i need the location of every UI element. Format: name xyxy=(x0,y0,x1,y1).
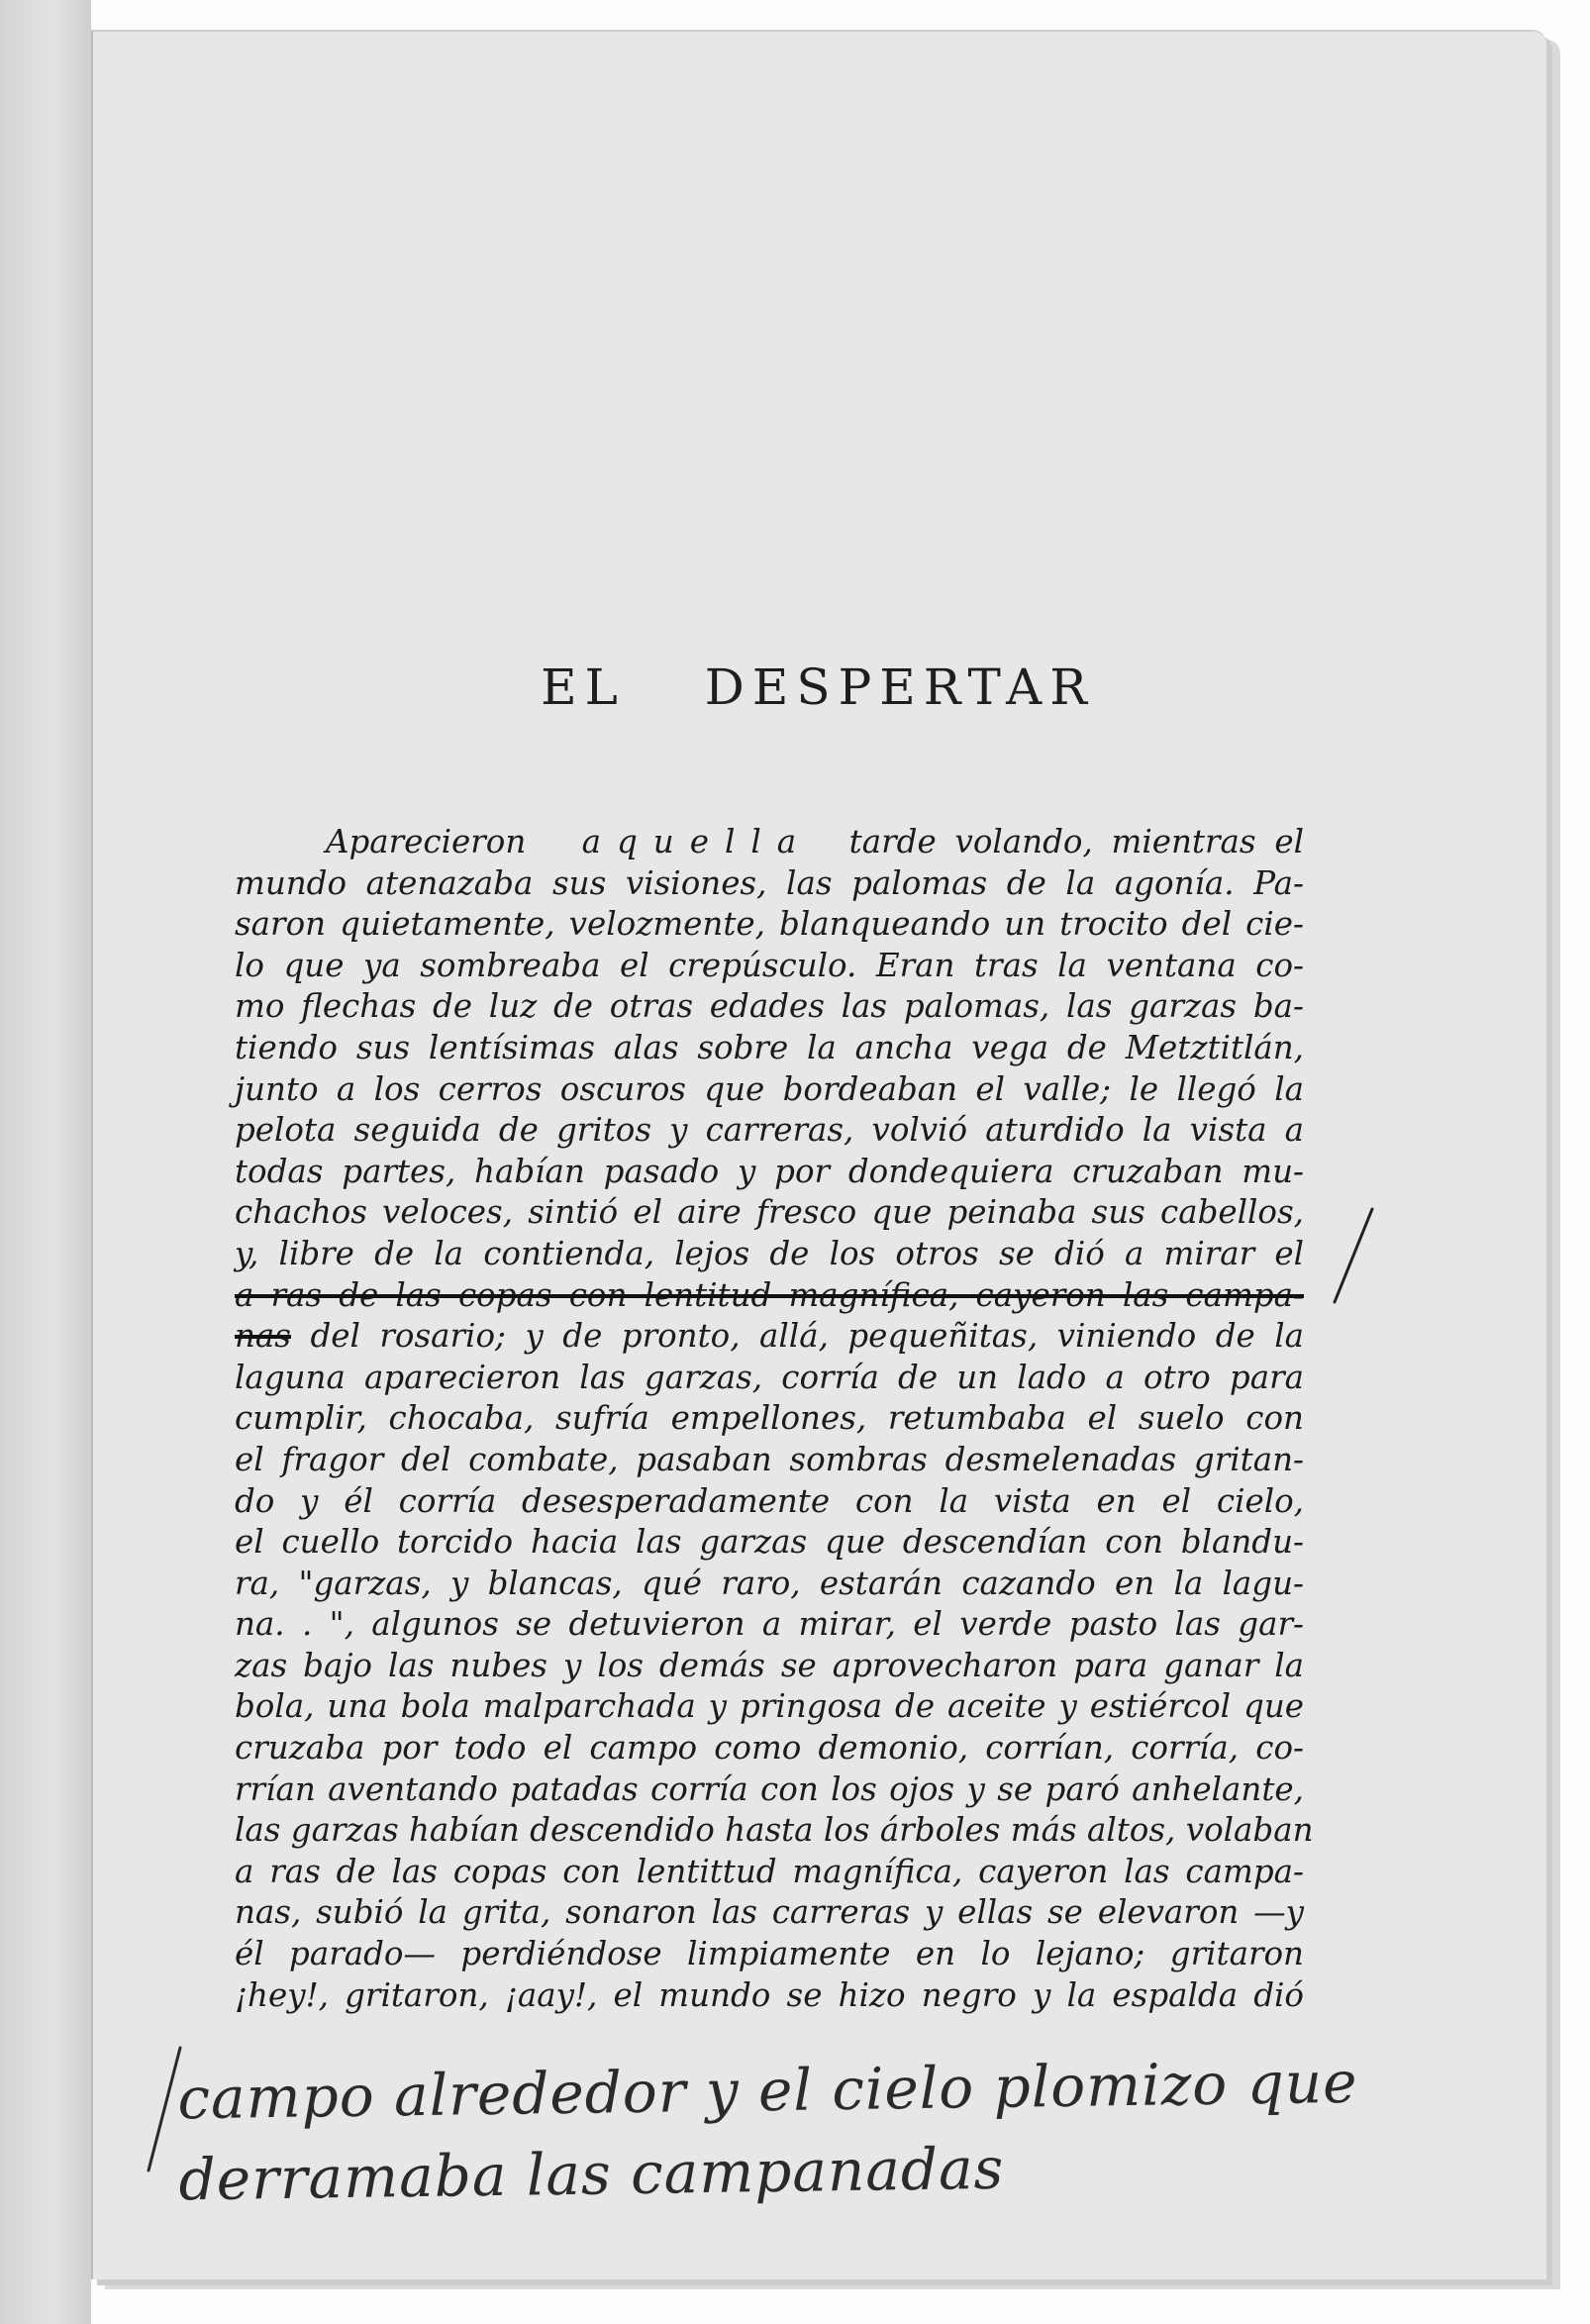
text-line: bola, una bola malparchada y pringosa de aceite y estiércol que xyxy=(235,1687,1304,1726)
text-line: ¡hey!, gritaron, ¡aay!, el mundo se hizo negro y la espalda dió xyxy=(235,1975,1304,2014)
struck-line: a ras de las copas con lentitud magnífica, cayeron las campa- xyxy=(235,1275,1304,1314)
text-line: las garzas habían descendido hasta los árboles más altos, volaban xyxy=(235,1811,1314,1850)
text-line: lo que ya sombreaba el crepúsculo. Eran tras la ventana co- xyxy=(235,946,1304,984)
struck-word: nas xyxy=(235,1317,291,1356)
text-line: todas partes, habían pasado y por dondequiera cruzaban mu- xyxy=(235,1152,1304,1190)
text-line: ra, "garzas, y blancas, qué raro, estarán cazando en la lagu- xyxy=(235,1564,1304,1602)
text-line: nas, subió la grita, sonaron las carreras y ellas se elevaron —y xyxy=(235,1893,1304,1932)
handwritten-line-1: campo alrededor y el cielo plomizo que xyxy=(177,2048,1358,2133)
text-line: rrían aventando patadas corría con los ojos y se paró anhelante, xyxy=(235,1769,1304,1808)
text-line: y, libre de la contienda, lejos de los otros se dió a mirar el xyxy=(235,1234,1304,1272)
text-line: zas bajo las nubes y los demás se aprovecharon para ganar la xyxy=(235,1646,1304,1684)
text-line: el fragor del combate, pasaban sombras desmelenadas gritan- xyxy=(235,1440,1304,1478)
line-rest: del rosario; y de pronto, allá, pequeñitas, viniendo de la xyxy=(310,1317,1304,1356)
handwritten-line-2: derramaba las campanadas xyxy=(178,2134,1005,2214)
text-line: junto a los cerros oscuros que bordeaban el valle; le llegó la xyxy=(235,1069,1304,1108)
insertion-mark-icon xyxy=(1325,1203,1384,1312)
text-line: a ras de las copas con lentittud magnífica, cayeron las campa- xyxy=(235,1852,1304,1890)
text-line: do y él corría desesperadamente con la vista en el cielo, xyxy=(235,1481,1304,1520)
text-line-1 xyxy=(235,822,1304,863)
text-line: saron quietamente, velozmente, blanqueando un trocito del cie- xyxy=(235,905,1304,944)
page-title: EL DESPERTAR xyxy=(541,658,1095,716)
text-line: el cuello torcido hacia las garzas que descendían con blandu- xyxy=(235,1523,1304,1562)
text-line: mundo atenazaba sus visiones, las palomas de la agonía. Pa- xyxy=(235,863,1304,902)
book-spine xyxy=(0,0,91,2324)
first-word: Aparecieron xyxy=(326,823,527,860)
text-line: cruzaba por todo el campo como demonio, corrían, corría, co- xyxy=(235,1729,1304,1768)
text-line: pelota seguida de gritos y carreras, volvió aturdido la vista a xyxy=(235,1111,1304,1150)
spaced-word: aquella xyxy=(581,823,813,860)
text-line: tiendo sus lentísimas alas sobre la ancha vega de Metztitlán, xyxy=(235,1028,1304,1066)
text-line: chachos veloces, sintió el aire fresco que peinaba sus cabellos, xyxy=(235,1193,1304,1232)
text-line: mo flechas de luz de otras edades las palomas, las garzas ba- xyxy=(235,987,1304,1026)
text-line: laguna aparecieron las garzas, corría de un lado a otro para xyxy=(235,1358,1304,1396)
text-line: na. . ", algunos se detuvieron a mirar, el verde pasto las gar- xyxy=(235,1605,1304,1644)
body-paragraph xyxy=(235,822,1314,2016)
text-line xyxy=(235,1316,1304,1358)
text-line: cumplir, chocaba, sufría empellones, retumbaba el suelo con xyxy=(235,1399,1304,1438)
handwritten-note xyxy=(177,2042,1367,2221)
text-line: él parado— perdiéndose limpiamente en lo lejano; gritaron xyxy=(235,1935,1304,1973)
line-1-rest: tarde volando, mientras el xyxy=(848,823,1304,860)
